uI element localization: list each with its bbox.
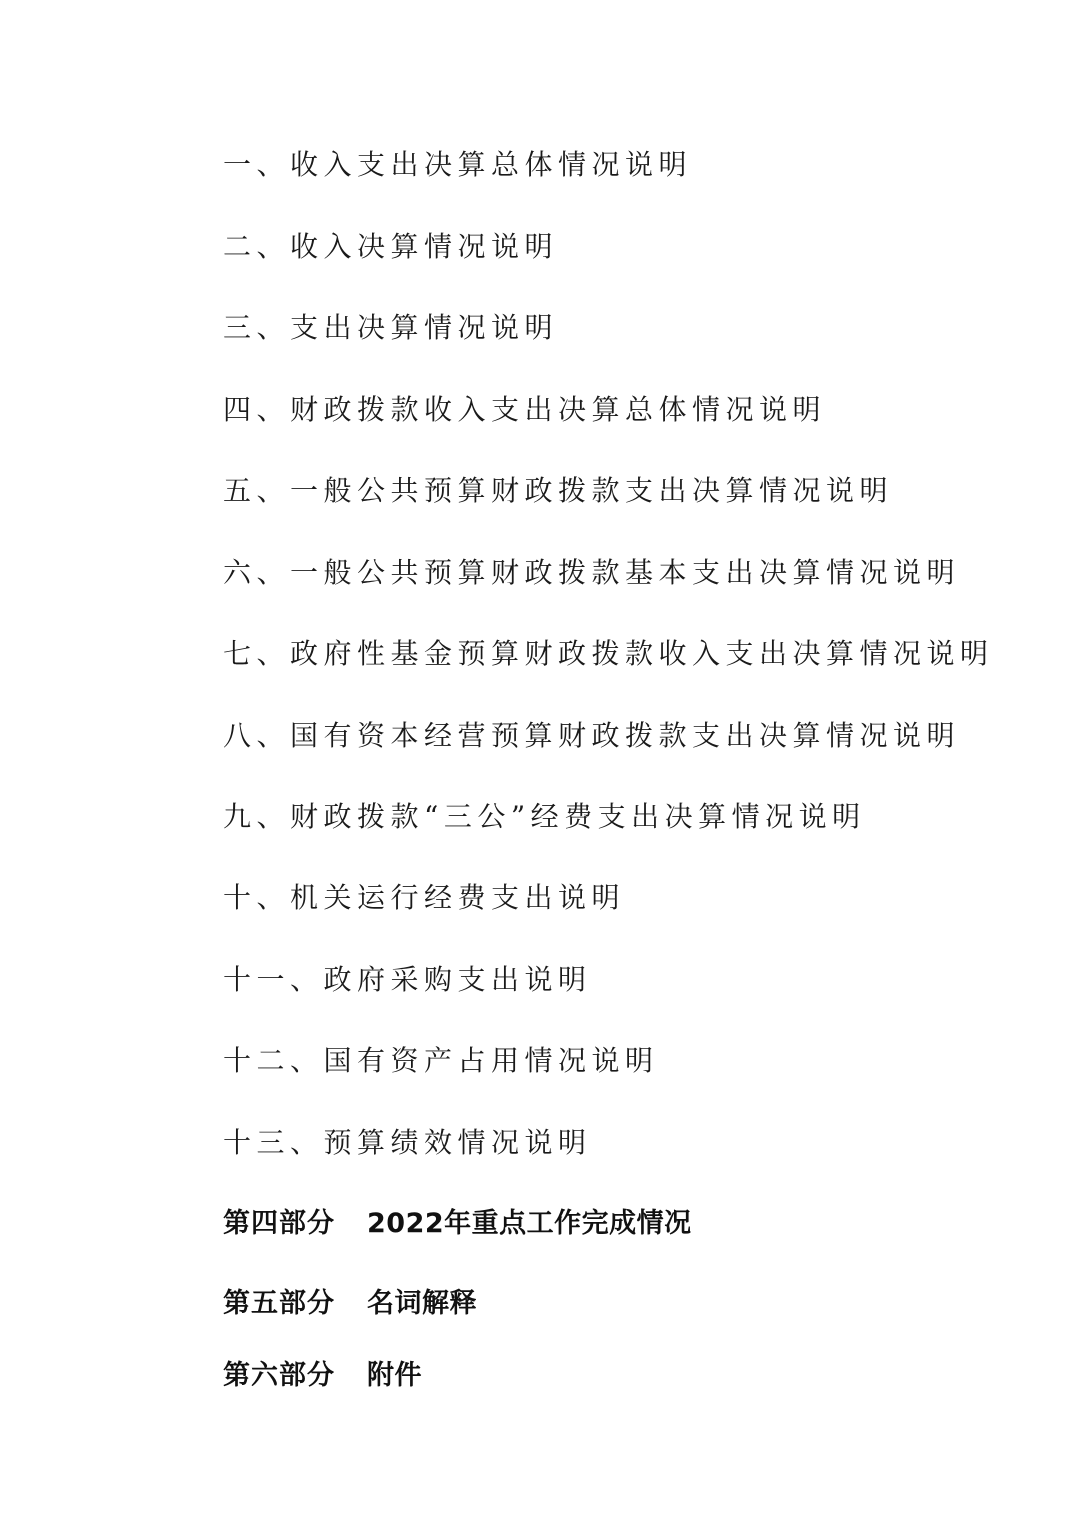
toc-section-2[interactable]: 二、收入决算情况说明 (223, 230, 559, 263)
toc-section-13[interactable]: 十三、预算绩效情况说明 (223, 1126, 592, 1159)
part-label: 第六部分 (223, 1360, 335, 1391)
toc-part-6[interactable] (223, 1358, 422, 1394)
part-title: 2022年重点工作完成情况 (367, 1208, 692, 1239)
toc-section-10[interactable]: 十、机关运行经费支出说明 (223, 881, 626, 914)
toc-section-11[interactable]: 十一、政府采购支出说明 (223, 963, 592, 996)
toc-section-1[interactable]: 一、收入支出决算总体情况说明 (223, 148, 693, 181)
toc-part-5[interactable] (223, 1286, 477, 1322)
toc-section-9[interactable]: 九、财政拨款“三公”经费支出决算情况说明 (223, 800, 866, 833)
toc-section-7[interactable]: 七、政府性基金预算财政拨款收入支出决算情况说明 (223, 637, 994, 670)
part-title: 名词解释 (367, 1288, 477, 1319)
toc-section-4[interactable]: 四、财政拨款收入支出决算总体情况说明 (223, 393, 827, 426)
part-title: 附件 (367, 1360, 422, 1391)
part-label: 第五部分 (223, 1288, 335, 1319)
toc-section-12[interactable]: 十二、国有资产占用情况说明 (223, 1044, 659, 1077)
toc-section-8[interactable]: 八、国有资本经营预算财政拨款支出决算情况说明 (223, 719, 961, 752)
toc-section-6[interactable]: 六、一般公共预算财政拨款基本支出决算情况说明 (223, 556, 961, 589)
toc-section-5[interactable]: 五、一般公共预算财政拨款支出决算情况说明 (223, 474, 894, 507)
part-label: 第四部分 (223, 1208, 335, 1239)
toc-section-3[interactable]: 三、支出决算情况说明 (223, 311, 559, 344)
toc-part-4[interactable] (223, 1206, 692, 1242)
